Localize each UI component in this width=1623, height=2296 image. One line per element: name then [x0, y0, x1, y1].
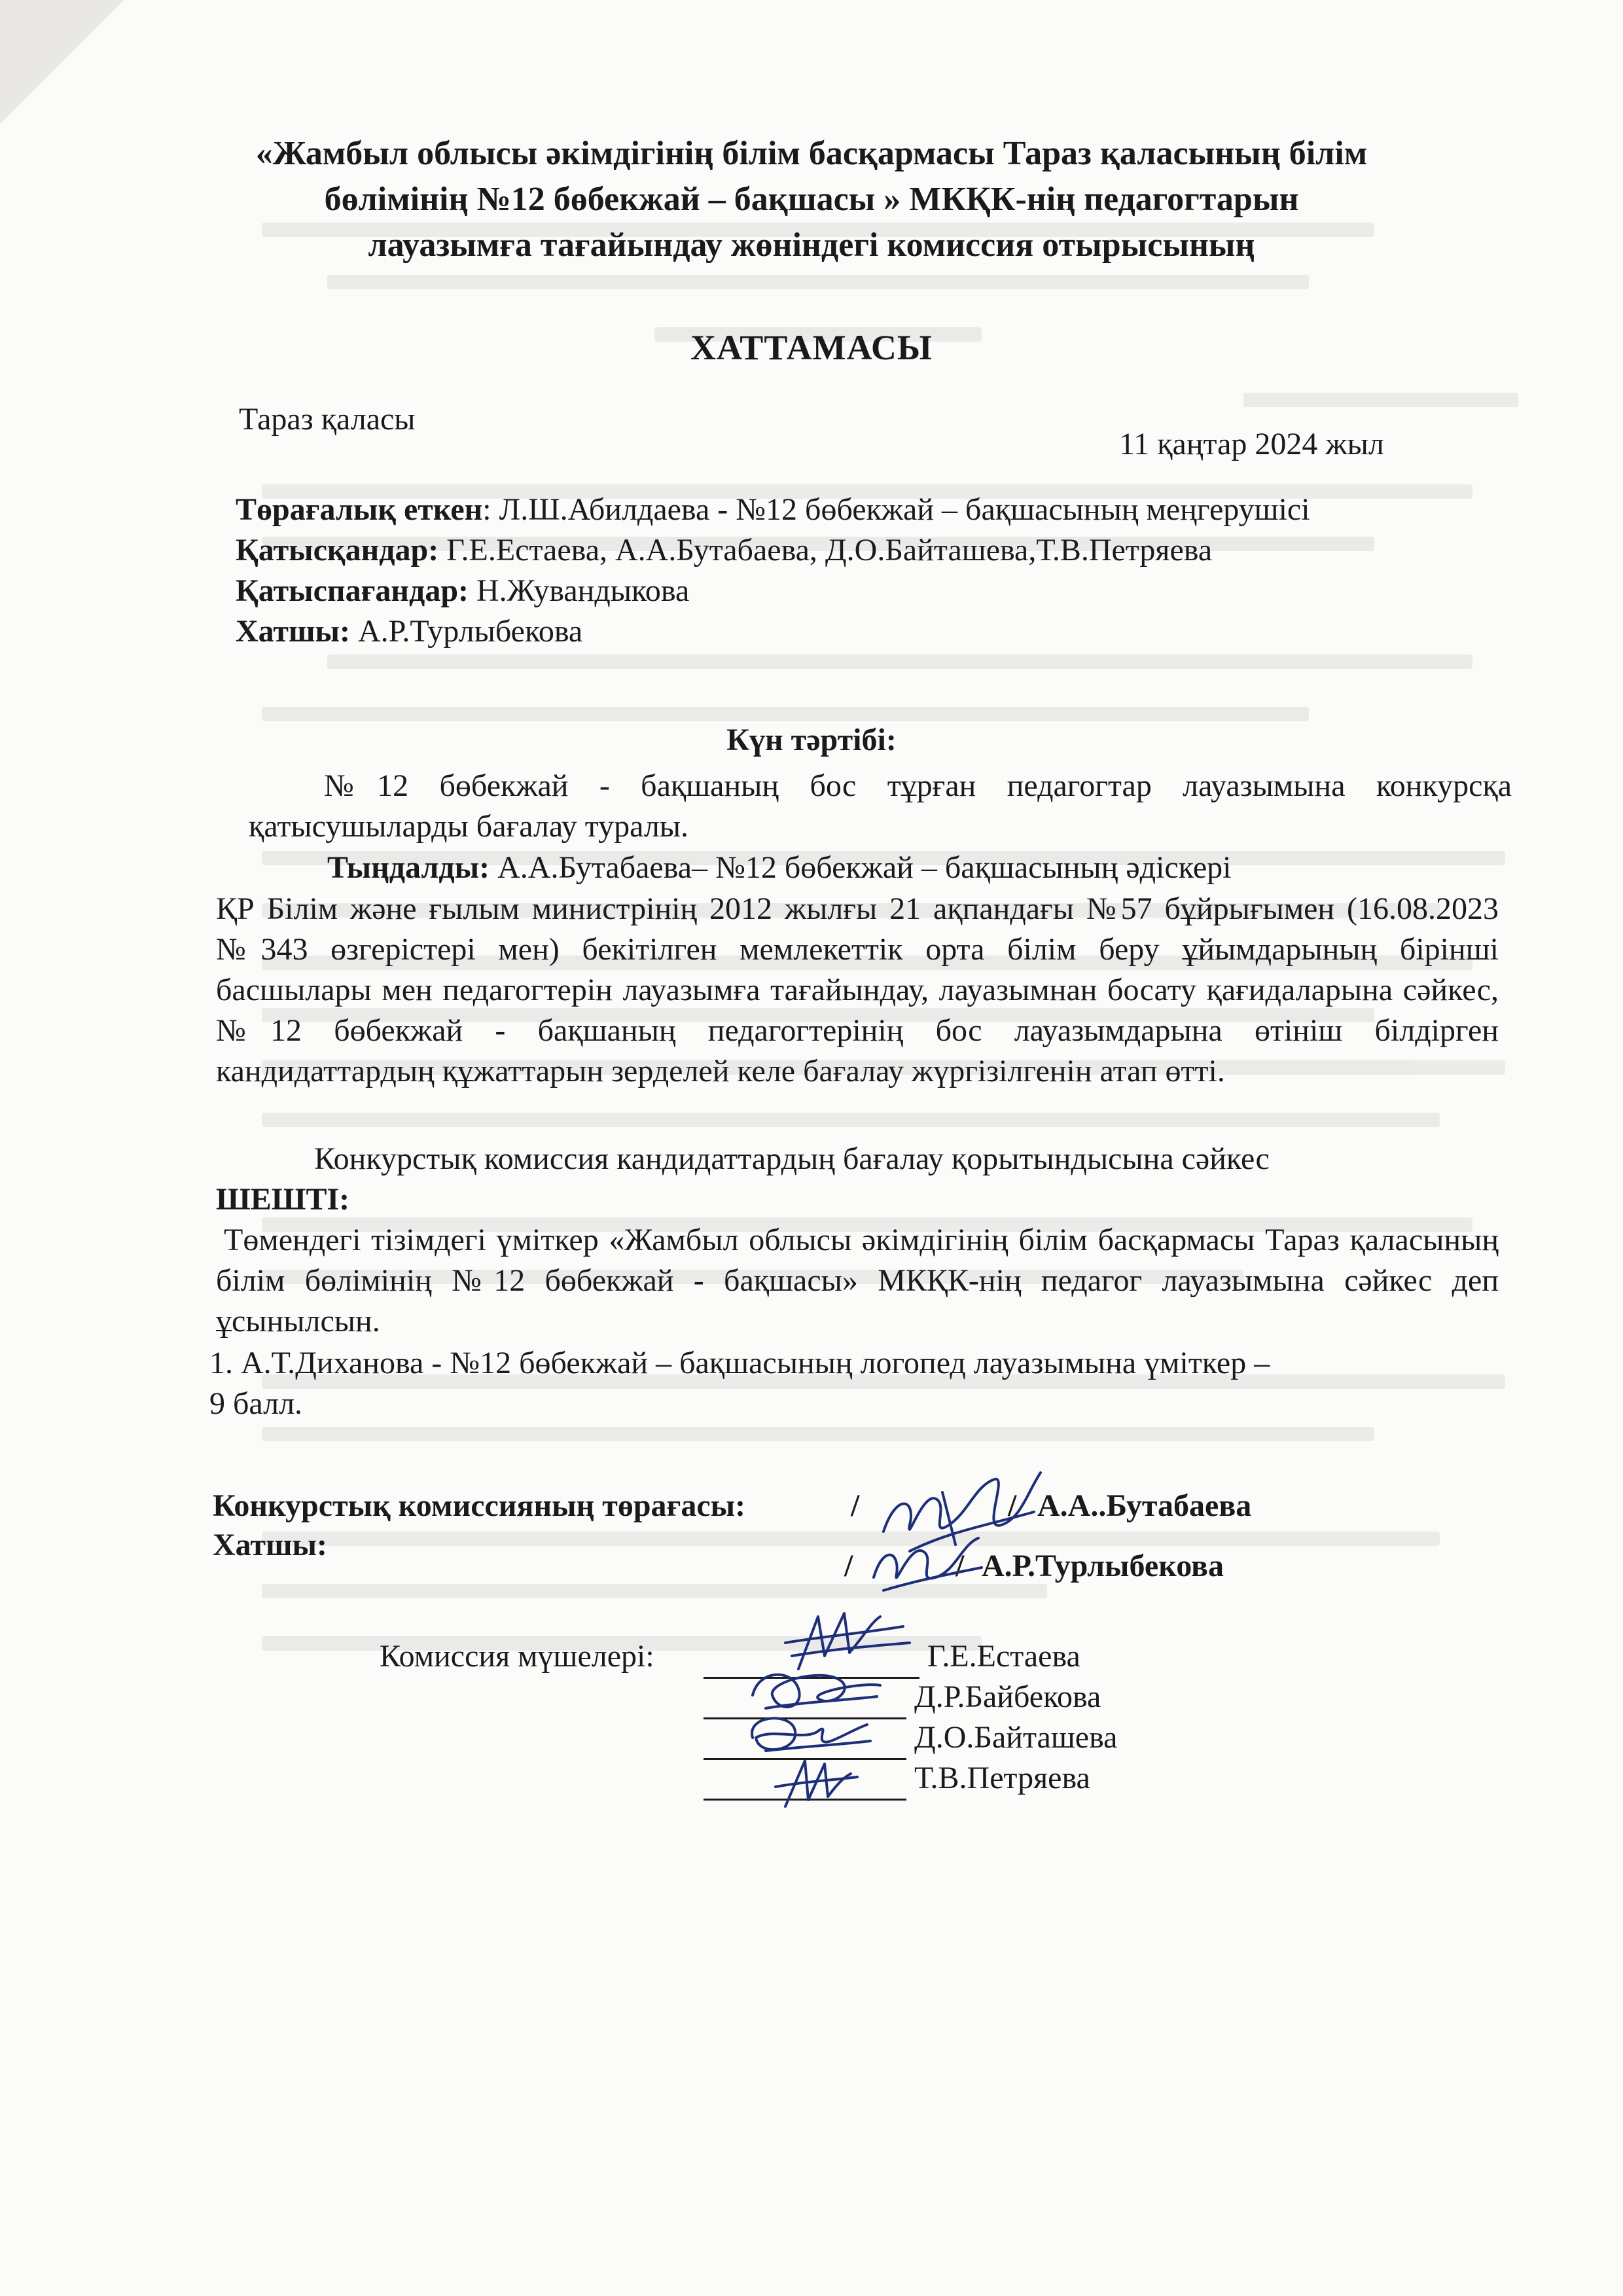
signature-line [704, 1677, 906, 1719]
date: 11 қаңтар 2024 жыл [1119, 427, 1384, 461]
member-row-1 [704, 1636, 1080, 1679]
secretary-slash-close: / [955, 1549, 965, 1583]
absent-label: Қатыспағандар: [236, 573, 469, 608]
folded-corner [0, 0, 124, 124]
member-row-4 [704, 1758, 1090, 1801]
signature-line [704, 1758, 906, 1801]
heard-label: Тыңдалды: [327, 850, 490, 885]
decision-text: Төмендегі тізімдегі үміткер «Жамбыл облысы әкімдігінің білім басқармасы Тараз қаласының білім бөлімінің №12 бөбекжай - бақшасы» МКҚК-нің педагог лауазымына сәйкес деп ұсынылсын. [216, 1223, 1499, 1338]
signature-line [704, 1717, 906, 1760]
attendance-block [236, 490, 1531, 652]
chair-slash-open: / [851, 1488, 860, 1523]
chair-line [236, 490, 1531, 530]
heard-line [327, 848, 1231, 888]
member-name: Г.Е.Естаева [927, 1639, 1080, 1674]
chair-value: : Л.Ш.Абилдаева - №12 бөбекжай – бақшасының меңгерушісі [482, 492, 1310, 527]
secretary-signature-name: А.Р.Турлыбекова [982, 1549, 1224, 1583]
absent-value: Н.Жувандыкова [469, 573, 690, 608]
city: Тараз қаласы [239, 402, 416, 437]
agenda-text: №12 бөбекжай - бақшаның бос тұрған педагогтар лауазымына конкурсқа қатысушыларды бағалау туралы. [249, 768, 1512, 844]
candidate-line-1: 1. А.Т.Диханова - №12 бөбекжай – бақшасының логопед лауазымына үміткер – [209, 1346, 1270, 1380]
commission-text: Конкурстық комиссия кандидаттардың бағалау қорытындысына сәйкес [314, 1141, 1270, 1176]
present-value: Г.Е.Естаева, А.А.Бутабаева, Д.О.Байташева,Т.В.Петряева [438, 533, 1213, 567]
candidate-line-2: 9 балл. [209, 1386, 303, 1421]
secretary-handwritten-signature [864, 1518, 988, 1604]
secretary-value: А.Р.Турлыбекова [349, 614, 583, 649]
member-name: Д.Р.Байбекова [914, 1679, 1101, 1714]
secretary-line [236, 611, 1531, 652]
member-name: Т.В.Петряева [914, 1761, 1090, 1795]
heard-speaker: А.А.Бутабаева– №12 бөбекжай – бақшасының әдіскері [490, 850, 1232, 885]
member-row-2 [704, 1677, 1101, 1719]
signature-line [704, 1636, 919, 1679]
heard-text: ҚР Білім және ғылым министрінің 2012 жылғы 21 ақпандағы №57 бұйрығымен (16.08.2023 №343 өзгерістері мен) бекітілген мемлекеттік орта білім беру ұйымдарының бірінші басшылары мен педагогтерін лауазымға тағайындау, лауазымнан босату қағидаларына сәйкес, №12 бөбекжай - бақшаның педагогтерінің бос лауазымдарына өтініш білдірген кандидаттардың құжаттарын зерделей келе бағалау жүргізілгенін атап өтті. [216, 891, 1499, 1088]
title-line-1: «Жамбыл облысы әкімдігінің білім басқармасы Тараз қаласының білім [255, 135, 1368, 172]
secretary-slash-open: / [844, 1549, 853, 1583]
member-name: Д.О.Байташева [914, 1720, 1118, 1755]
members-label: Комиссия мүшелері: [380, 1639, 654, 1674]
agenda-label: Күн тәртібі: [726, 723, 897, 757]
chair-signature-name: А.А..Бутабаева [1037, 1488, 1252, 1523]
title-line-2: бөлімінің №12 бөбекжай – бақшасы » МКҚК-нің педагогтарын [324, 181, 1299, 218]
absent-line [236, 571, 1531, 611]
secretary-signature-label: Хатшы: [213, 1528, 327, 1562]
decided-label: ШЕШТІ: [216, 1182, 350, 1217]
chair-signature-label: Конкурстық комиссияның төрағасы: [213, 1488, 746, 1523]
secretary-label: Хатшы: [236, 614, 350, 649]
chair-label: Төрағалық еткен [236, 492, 483, 527]
present-line [236, 530, 1531, 571]
chair-slash-close: / [1008, 1488, 1017, 1523]
document-title [196, 131, 1427, 268]
present-label: Қатысқандар: [236, 533, 439, 567]
title-line-3: лауазымға тағайындау жөніндегі комиссия отырысының [368, 226, 1255, 264]
member-row-3 [704, 1717, 1117, 1760]
protocol-heading: ХАТТАМАСЫ [690, 328, 933, 367]
